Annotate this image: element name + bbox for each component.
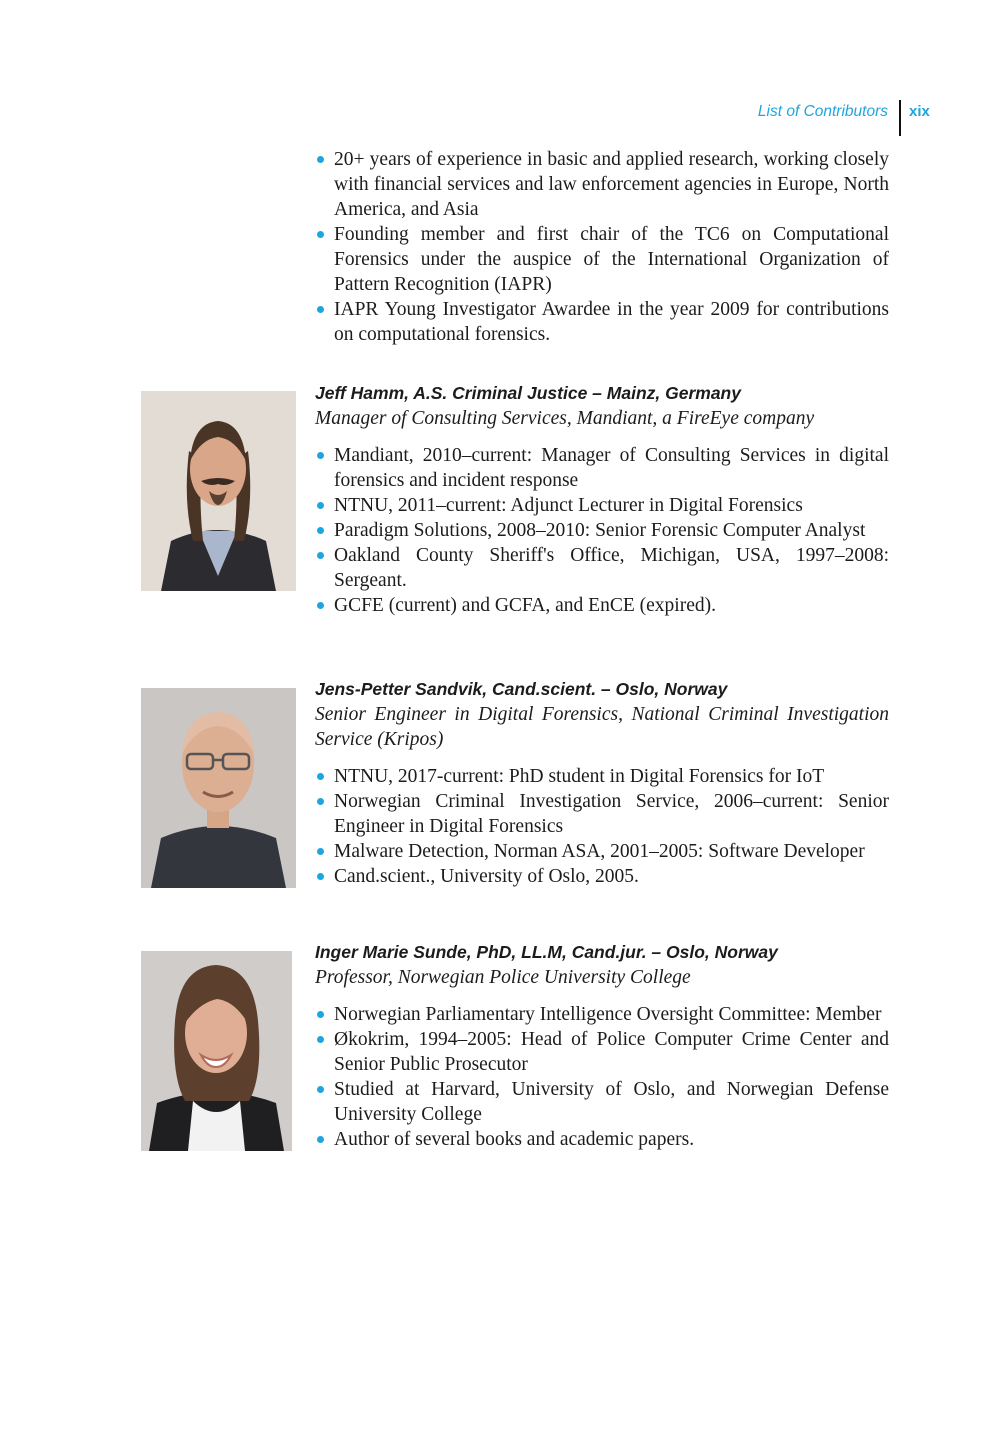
contributor-photo-jeff-hamm — [141, 391, 296, 591]
list-item: Økokrim, 1994–2005: Head of Police Computer Crime Center and Senior Public Prosecutor — [315, 1027, 889, 1077]
contributor-entry-jeff-hamm — [315, 381, 889, 618]
contributor-name: Jeff Hamm, A.S. Criminal Justice – Mainz, Germany — [315, 383, 741, 403]
list-item: IAPR Young Investigator Awardee in the year 2009 for contributions on computational forensics. — [315, 297, 889, 347]
header-divider — [899, 100, 901, 136]
contributor-name: Inger Marie Sunde, PhD, LL.M, Cand.jur. – Oslo, Norway — [315, 942, 778, 962]
contributor-entry-inger-marie-sunde — [315, 940, 889, 1152]
contributor-role: Professor, Norwegian Police University College — [315, 967, 691, 988]
list-item: Paradigm Solutions, 2008–2010: Senior Forensic Computer Analyst — [315, 518, 889, 543]
list-item: Author of several books and academic papers. — [315, 1127, 889, 1152]
list-item: NTNU, 2011–current: Adjunct Lecturer in Digital Forensics — [315, 493, 889, 518]
contributor-bullet-list — [315, 764, 889, 889]
contributor-role: Manager of Consulting Services, Mandiant, a FireEye company — [315, 408, 815, 429]
page-number: xix — [909, 103, 930, 120]
list-item: 20+ years of experience in basic and applied research, working closely with financial services and law enforcement agencies in Europe, North America, and Asia — [315, 147, 889, 222]
list-item: GCFE (current) and GCFA, and EnCE (expired). — [315, 593, 889, 618]
contributor-entry-jens-petter-sandvik — [315, 677, 889, 889]
list-item: NTNU, 2017-current: PhD student in Digital Forensics for IoT — [315, 764, 889, 789]
list-item: Cand.scient., University of Oslo, 2005. — [315, 864, 889, 889]
list-item: Oakland County Sheriff's Office, Michigan, USA, 1997–2008: Sergeant. — [315, 543, 889, 593]
list-item: Mandiant, 2010–current: Manager of Consulting Services in digital forensics and incident response — [315, 443, 889, 493]
list-item: Malware Detection, Norman ASA, 2001–2005: Software Developer — [315, 839, 889, 864]
list-item: Norwegian Parliamentary Intelligence Oversight Committee: Member — [315, 1002, 889, 1027]
contributor-bullet-list — [315, 443, 889, 618]
running-header-title: List of Contributors — [757, 103, 888, 120]
list-item: Founding member and first chair of the TC6 on Computational Forensics under the auspice of the International Organization of Pattern Recognition (IAPR) — [315, 222, 889, 297]
intro-bullet-list — [315, 147, 889, 347]
contributor-photo-inger-marie-sunde — [141, 951, 292, 1151]
contributor-role: Senior Engineer in Digital Forensics, National Criminal Investigation Service (Kripos) — [315, 704, 889, 750]
contributor-name: Jens-Petter Sandvik, Cand.scient. – Oslo, Norway — [315, 679, 728, 699]
list-item: Studied at Harvard, University of Oslo, and Norwegian Defense University College — [315, 1077, 889, 1127]
contributor-bullet-list — [315, 1002, 889, 1152]
contributor-photo-jens-petter-sandvik — [141, 688, 296, 888]
intro-section — [315, 147, 889, 347]
list-item: Norwegian Criminal Investigation Service, 2006–current: Senior Engineer in Digital Forensics — [315, 789, 889, 839]
